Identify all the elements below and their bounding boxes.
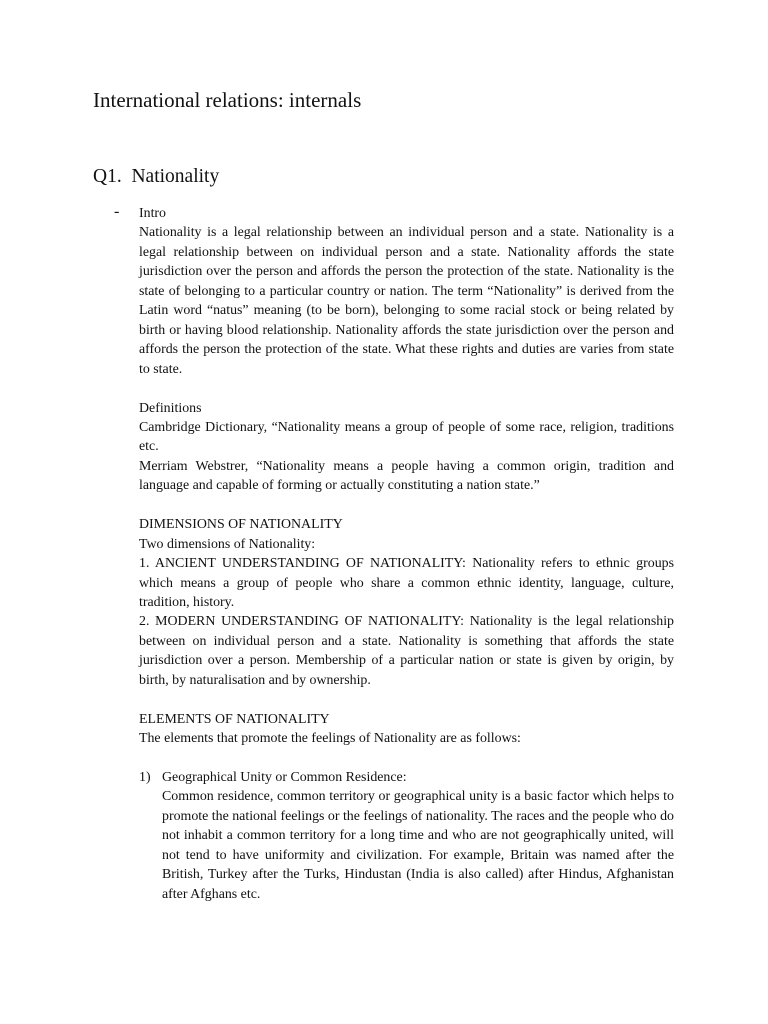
elements-heading: ELEMENTS OF NATIONALITY xyxy=(139,711,330,727)
list-item-title: Geographical Unity or Common Residence: xyxy=(162,770,407,785)
dimensions-heading: DIMENSIONS OF NATIONALITY xyxy=(139,517,343,533)
question-number: Q1. xyxy=(93,166,122,187)
definition-merriam: Merriam Webstrer, “Nationality means a people having a common origin, tradition and language and capable of forming or actually constituting a nation state.” xyxy=(139,458,674,494)
spacer xyxy=(139,690,674,709)
intro-heading: Intro xyxy=(139,206,167,221)
list-item-text: Common residence, common territory or geographical unity is a basic factor which helps to promote the national feelings or the feelings of nationality. The races and the people who do not inhabit a common territory for a long time and who are not geographically united, will not tend to have uniformity and civilization. For example, Britain was named after the British, Turkey after the Turks, Hindustan (India is also called) after Hindus, Afghanistan after Afghans etc. xyxy=(162,789,674,902)
dimensions-intro: Two dimensions of Nationality: xyxy=(139,536,316,552)
document-title: International relations: internals xyxy=(93,88,362,112)
definition-cambridge: Cambridge Dictionary, “Nationality means a group of people of some race, religion, traditions etc. xyxy=(139,419,674,455)
elements-intro: The elements that promote the feelings of Nationality are as follows: xyxy=(139,731,521,747)
intro-paragraph: Nationality is a legal relationship between an individual person and a state. Nationality is a legal relationship between on individual person and a state. Nationality affords the state jurisdiction over the person and affords the person the protection of the state. Nationality is the state of belonging to a particular country or nation. The term “Nationality” is derived from the Latin word “natus” meaning (to be born), belonging to some racial stock or being related by birth or having blood relationship. Nationality affords the state jurisdiction over the person and affords the person the protection of the state. What these rights and duties are varies from state to state. xyxy=(139,225,674,377)
question-title: Nationality xyxy=(131,166,220,187)
list-item xyxy=(162,768,674,904)
section-body xyxy=(139,204,674,749)
bullet-dash: - xyxy=(114,203,120,220)
dimension-modern: 2. MODERN UNDERSTANDING OF NATIONALITY: Nationality is the legal relationship between on individual person and a state. Nationality is something that affords the state jurisdiction over a person. Membership of a particular nation or state is given by origin, by birth, by naturalisation and by ownership. xyxy=(139,614,674,688)
list-item-number: 1) xyxy=(139,770,151,785)
definitions-heading: Definitions xyxy=(139,400,202,416)
spacer xyxy=(139,379,674,398)
question-heading xyxy=(93,164,219,190)
spacer xyxy=(139,496,674,515)
dimension-ancient: 1. ANCIENT UNDERSTANDING OF NATIONALITY: Nationality refers to ethnic groups which means a group of people who share a common ethnic identity, language, culture, tradition, history. xyxy=(139,556,674,611)
